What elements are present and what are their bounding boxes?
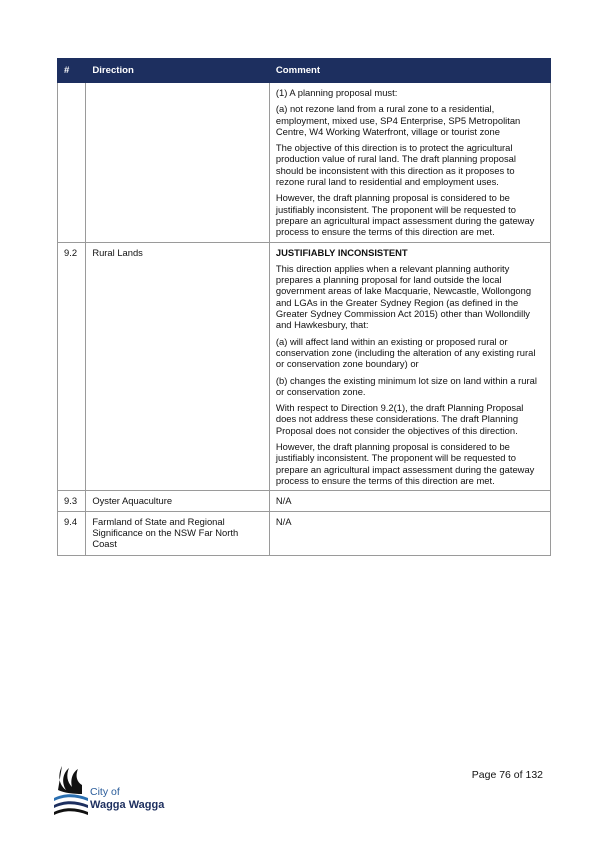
comment-paragraph: (a) will affect land within an existing or proposed rural or conservation zone (including the alteration of any existing rural or conservation zone boundary) or: [275, 335, 536, 370]
logo-wordmark: [90, 786, 164, 812]
logo-line-name: Wagga Wagga: [90, 799, 165, 811]
row-direction: [86, 83, 270, 243]
comment-paragraph: (a) not rezone land from a rural zone to a residential, employment, mixed use, SP4 Enterprise, SP5 Metropolitan Centre, W4 Working Waterfront, village or tourist zone: [275, 103, 521, 137]
comment-paragraph: (b) changes the existing minimum lot size on land within a rural or conservation zone.: [275, 374, 537, 397]
row-comment: [269, 491, 550, 511]
row-comment: [269, 511, 550, 556]
header-direction: Direction: [86, 59, 270, 83]
comment-paragraph: N/A: [275, 515, 292, 527]
row-number: 9.2: [58, 242, 86, 491]
table-row: [58, 242, 551, 491]
logo-line-city: City of: [90, 786, 120, 798]
comment-paragraph: This direction applies when a relevant planning authority prepares a planning proposal for land outside the local government areas of lake Macquarie, Newcastle, Wollongong and LGAs in the Greater Sydney Region (as defined in the Greater Sydney Commission Act 2015) other than Wollondilly and Hawkesbury, that:: [275, 262, 532, 331]
row-direction: Oyster Aquaculture: [86, 491, 270, 511]
header-comment: Comment: [269, 59, 550, 83]
page-number: Page 76 of 132: [471, 769, 543, 781]
comment-paragraph: N/A: [275, 495, 292, 507]
row-number: 9.4: [58, 511, 86, 556]
comment-paragraph: (1) A planning proposal must:: [275, 87, 398, 98]
table-row: [58, 83, 551, 243]
comment-heading: JUSTIFIABLY INCONSISTENT: [275, 246, 408, 258]
council-logo: [52, 760, 182, 818]
row-number: [58, 83, 86, 243]
table-row: [58, 511, 551, 556]
row-comment: [269, 83, 550, 243]
row-direction: Rural Lands: [86, 242, 270, 491]
table-header-row: [58, 59, 551, 83]
planning-directions-table: [57, 58, 551, 556]
table-row: [58, 491, 551, 511]
row-direction: Farmland of State and Regional Significance on the NSW Far North Coast: [86, 511, 270, 556]
comment-paragraph: The objective of this direction is to protect the agricultural production value of rural land. The draft planning proposal should be inconsistent with this direction as it proposes to rezone rural land to residential and employment uses.: [275, 142, 516, 188]
comment-paragraph: However, the draft planning proposal is considered to be justifiably inconsistent. The proponent will be requested to prepare an agricultural impact assessment during the gateway process to ensure the terms of this direction are met.: [275, 192, 535, 238]
header-number: #: [58, 59, 86, 83]
comment-paragraph: With respect to Direction 9.2(1), the draft Planning Proposal does not address these considerations. The draft Planning Proposal does not consider the objectives of this direction.: [275, 402, 524, 436]
row-number: 9.3: [58, 491, 86, 511]
wave-emblem-icon: [52, 760, 92, 818]
row-comment: [269, 242, 550, 491]
comment-paragraph: However, the draft planning proposal is considered to be justifiably inconsistent. The proponent will be requested to prepare an agricultural impact assessment during the gateway process to ensure the terms of this direction are met.: [275, 441, 535, 486]
